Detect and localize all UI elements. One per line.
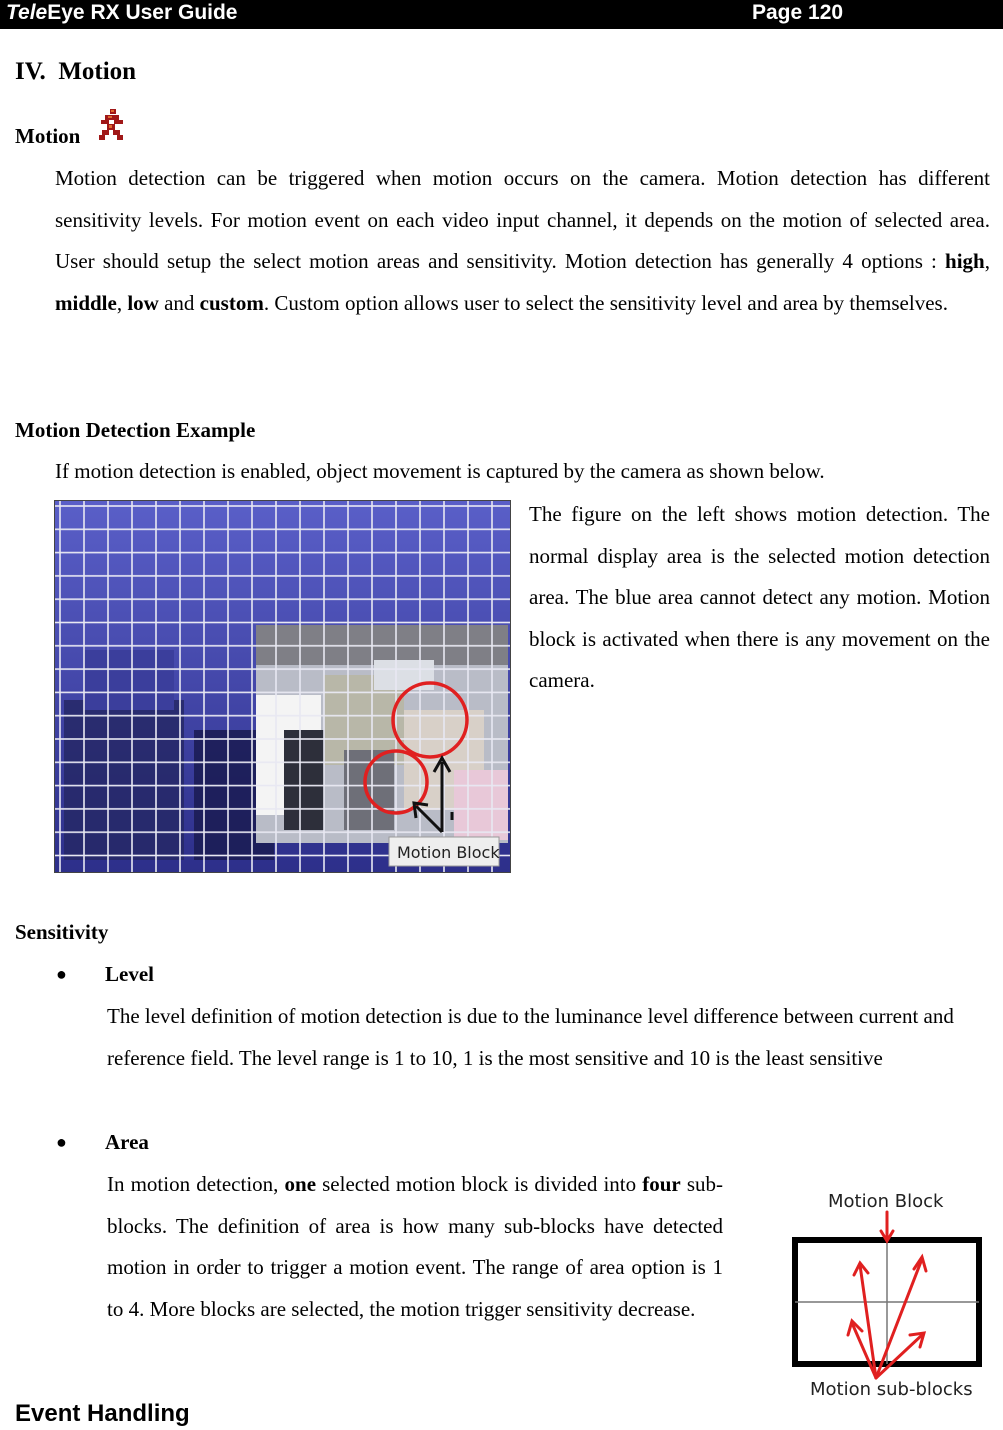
motion-figure-icon: [96, 108, 126, 142]
sensitivity-heading: Sensitivity: [15, 920, 109, 944]
area-text-3: sub-blocks. The definition of area is how many sub-blocks have detected motion in order to trigger a motion event. The range of area option is 1 to 4. More blocks are selected, the motion trigger sensitivity decrease.: [107, 1172, 723, 1321]
guide-title: [6, 1, 238, 25]
event-handling-heading: Event Handling: [15, 1400, 190, 1427]
section-heading: [15, 58, 136, 86]
area-title: Area: [105, 1130, 149, 1154]
option-low: low: [127, 290, 159, 315]
section-title: Motion: [58, 58, 137, 85]
diagram-label-sub-blocks: Motion sub-blocks: [810, 1379, 973, 1400]
level-title: Level: [105, 962, 154, 986]
motion-text-end: . Custom option allows user to select the sensitivity level and area by themselves.: [263, 290, 948, 315]
diagram-label-motion-block: Motion Block: [828, 1191, 944, 1212]
example-description: The figure on the left shows motion detection. The normal display area is the selected motion detection area. The blue area cannot detect any motion. Motion block is activated when there is any movement on the camera.: [529, 502, 990, 692]
image-label-motion-block: Motion Block: [397, 843, 500, 862]
area-bullet-icon: ●: [56, 1132, 67, 1152]
area-text-1: In motion detection,: [107, 1172, 285, 1196]
motion-text-1: Motion detection can be triggered when motion occurs on the camera. Motion detection has different sensitivity levels. For motion event on each video input channel, it depends on the motion of selected area. User should setup the select motion areas and sensitivity. Motion detection has generally 4 options :: [55, 166, 990, 273]
page-number: Page 120: [752, 1, 844, 24]
example-heading: Motion Detection Example: [15, 418, 256, 442]
page-header: [0, 0, 1003, 29]
motion-heading-text: Motion: [15, 124, 81, 148]
section-number: IV.: [15, 58, 46, 85]
sub-block-diagram: [790, 1183, 990, 1403]
brand-rest: Eye RX User Guide: [47, 1, 238, 24]
area-bold-four: four: [642, 1172, 681, 1196]
sep-2: ,: [116, 290, 128, 315]
area-text-2: selected motion block is divided into: [316, 1172, 643, 1196]
motion-detection-screenshot: [54, 500, 511, 873]
sep-3: and: [158, 290, 200, 315]
level-bullet-icon: ●: [56, 964, 67, 984]
sep-1: ,: [984, 249, 990, 273]
area-bold-one: one: [284, 1172, 317, 1196]
option-high: high: [945, 249, 985, 273]
motion-description: [55, 158, 990, 324]
area-text: [107, 1164, 723, 1330]
motion-heading: [15, 124, 80, 149]
brand-tele: Tele: [6, 1, 48, 24]
option-custom: custom: [199, 290, 264, 315]
option-middle: middle: [55, 290, 117, 315]
example-intro: If motion detection is enabled, object movement is captured by the camera as shown below.: [55, 459, 825, 483]
level-text: The level definition of motion detection is due to the luminance level difference between current and reference field. The level range is 1 to 10, 1 is the most sensitive and 10 is the least sensitive: [107, 1004, 954, 1070]
